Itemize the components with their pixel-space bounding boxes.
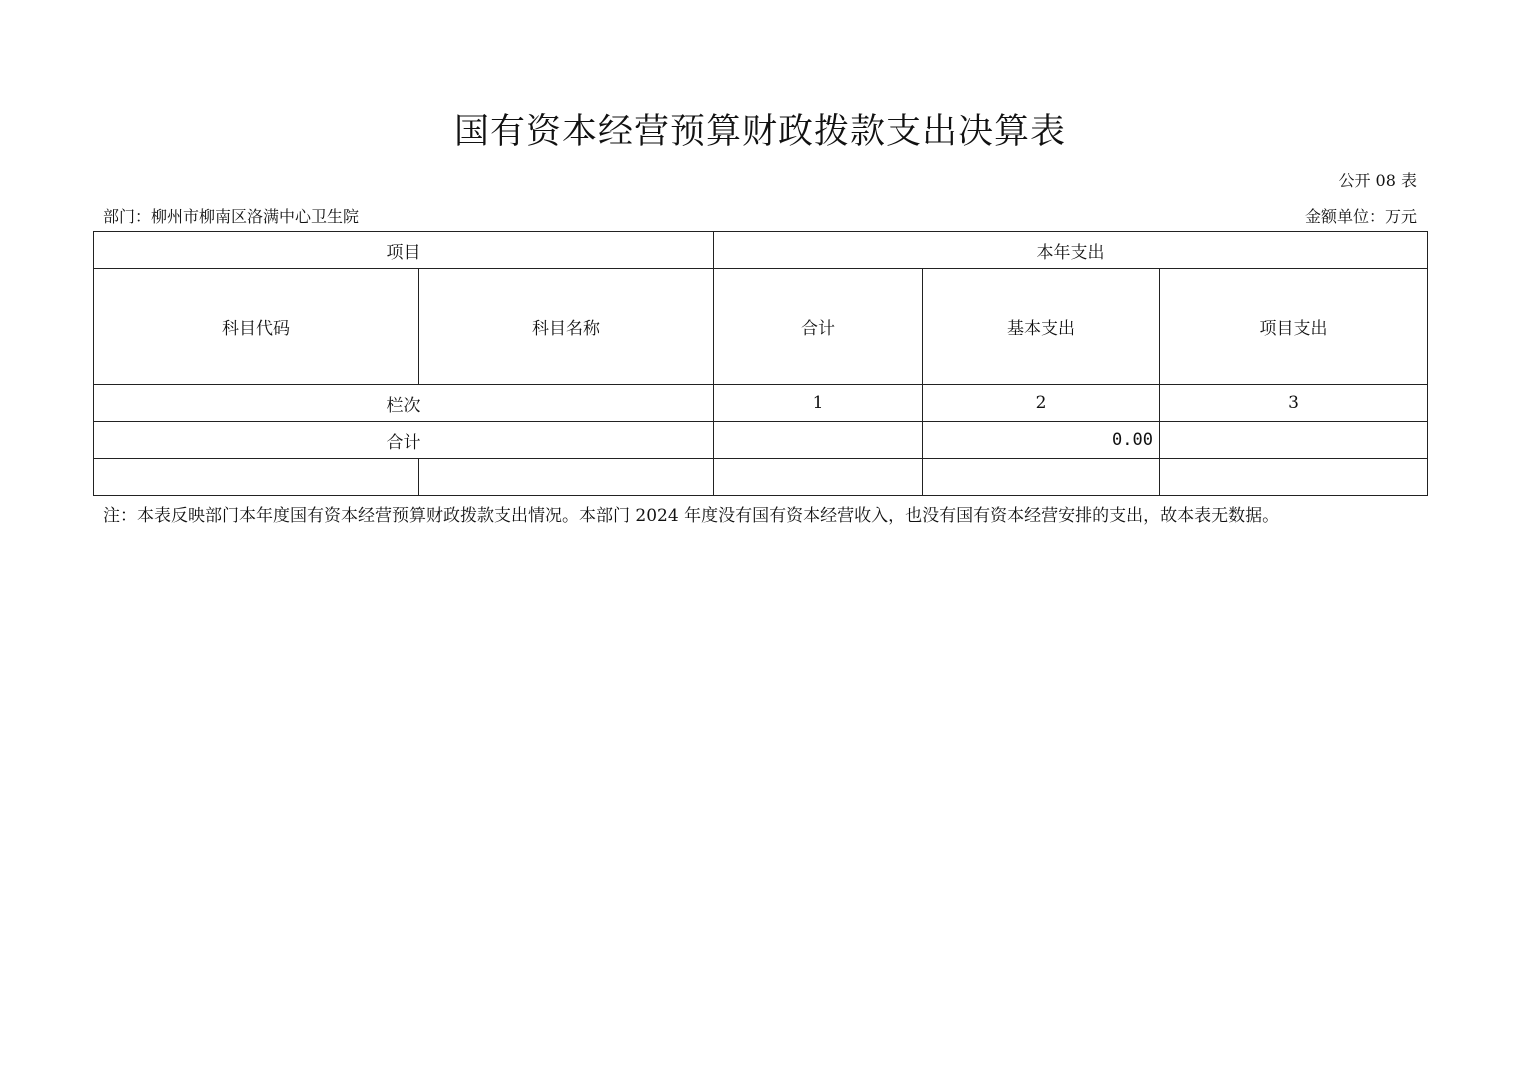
header-basic-expenditure: 基本支出 <box>923 269 1160 385</box>
table-header-row <box>94 232 1428 269</box>
total-basic-value: 0.00 <box>923 422 1160 459</box>
header-subject-code: 科目代码 <box>94 269 419 385</box>
amount-unit-label: 金额单位：万元 <box>1304 207 1417 226</box>
header-total: 合计 <box>714 269 923 385</box>
table-note: 注：本表反映部门本年度国有资本经营预算财政拨款支出情况。本部门 2024 年度没有国有资本经营收入，也没有国有资本经营安排的支出，故本表无数据。 <box>103 506 1280 526</box>
page-title: 国有资本经营预算财政拨款支出决算表 <box>453 112 1066 152</box>
table-row <box>94 459 1428 496</box>
sequence-1: 1 <box>714 385 923 422</box>
sequence-3: 3 <box>1160 385 1428 422</box>
total-row <box>94 422 1428 459</box>
sequence-label: 栏次 <box>94 385 714 422</box>
empty-cell <box>1160 459 1428 496</box>
empty-cell <box>419 459 714 496</box>
total-sum-value <box>714 422 923 459</box>
empty-cell <box>923 459 1160 496</box>
sequence-2: 2 <box>923 385 1160 422</box>
department-label: 部门：柳州市柳南区洛满中心卫生院 <box>103 207 360 226</box>
total-label: 合计 <box>94 422 714 459</box>
form-number: 公开 08 表 <box>1338 171 1417 190</box>
expenditure-table <box>93 231 1428 496</box>
empty-cell <box>714 459 923 496</box>
empty-cell <box>94 459 419 496</box>
table-subheader-row <box>94 269 1428 385</box>
header-subject-name: 科目名称 <box>419 269 714 385</box>
column-sequence-row <box>94 385 1428 422</box>
total-project-value <box>1160 422 1428 459</box>
header-current-year-expenditure: 本年支出 <box>714 232 1428 269</box>
header-project-expenditure: 项目支出 <box>1160 269 1428 385</box>
header-project: 项目 <box>94 232 714 269</box>
